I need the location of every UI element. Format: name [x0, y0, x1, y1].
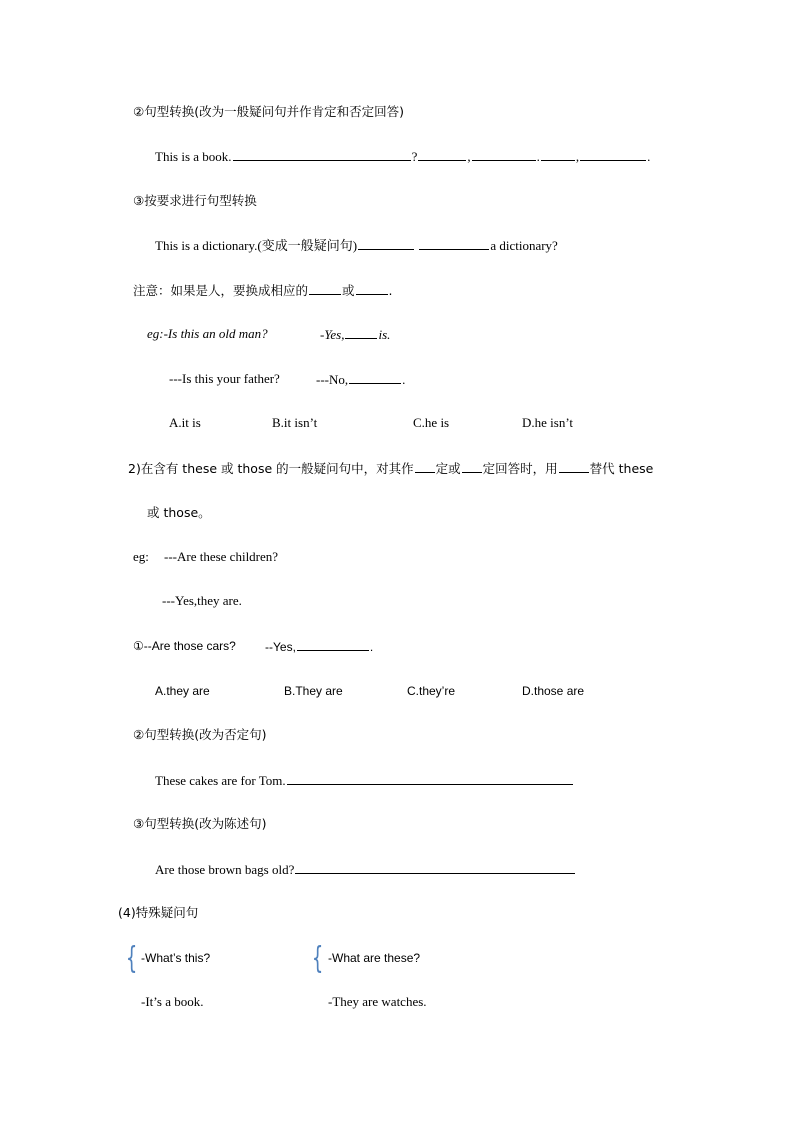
example-answer: ---No, .: [316, 372, 406, 387]
example-label: eg:: [133, 549, 149, 564]
question-answer: --Yes, .: [265, 640, 374, 654]
exercise-title: ②句型转换(改为否定句): [133, 727, 267, 742]
answer-blank[interactable]: [297, 638, 369, 651]
exercise-line: This is a book. ? , . , .: [155, 149, 651, 164]
answer-blank[interactable]: [349, 371, 401, 384]
sentence-text: This is a dictionary.(变成一般疑问句): [155, 238, 358, 253]
answer-blank[interactable]: [287, 772, 573, 785]
answer-blank[interactable]: [233, 148, 411, 161]
answer-blank[interactable]: [419, 237, 489, 250]
example-question: ---Are these children?: [164, 549, 279, 564]
example-answer: -Yes, is.: [320, 327, 391, 342]
answer-blank[interactable]: [356, 282, 388, 295]
option-c[interactable]: C.he is: [413, 415, 450, 430]
section-title: (4)特殊疑问句: [118, 905, 199, 920]
option-b[interactable]: B.it isn’t: [272, 415, 318, 430]
answer-blank[interactable]: [472, 148, 536, 161]
pair-question: -What’s this?: [141, 951, 211, 965]
brace-icon: {: [125, 941, 138, 976]
option-d[interactable]: D.he isn’t: [522, 415, 574, 430]
rule-line-continued: 或 those。: [147, 505, 211, 520]
rule-line: 2)在含有 these 或 those 的一般疑问句中，对其作 定或 定回答时，用 替代 these: [128, 461, 654, 476]
answer-blank[interactable]: [541, 148, 575, 161]
exercise-title-text: ②句型转换(改为一般疑问句并作肯定和否定回答): [133, 104, 404, 119]
pair-answer: -It’s a book.: [141, 994, 204, 1009]
answer-blank[interactable]: [309, 282, 341, 295]
pair-answer: -They are watches.: [328, 994, 427, 1009]
answer-blank[interactable]: [559, 460, 589, 473]
answer-blank[interactable]: [295, 861, 575, 874]
option-a[interactable]: A.it is: [169, 415, 201, 430]
example-question: eg:-Is this an old man?: [147, 326, 268, 341]
example-question: ---Is this your father?: [169, 371, 280, 386]
exercise-title: ③句型转换(改为陈述句): [133, 816, 267, 831]
answer-blank[interactable]: [415, 460, 435, 473]
exercise-title: [133, 193, 257, 209]
exercise-title: [133, 104, 404, 120]
answer-blank[interactable]: [358, 237, 414, 250]
answer-blank[interactable]: [345, 326, 377, 339]
brace-icon: {: [311, 941, 324, 976]
pair-question: -What are these?: [328, 951, 421, 965]
exercise-line: This is a dictionary.(变成一般疑问句) a dictionary?: [155, 238, 558, 253]
exercise-line: These cakes are for Tom.: [155, 772, 574, 789]
sentence-text: This is a book.: [155, 149, 232, 164]
option-c[interactable]: C.they’re: [407, 684, 456, 698]
option-b[interactable]: B.They are: [284, 684, 343, 698]
exercise-title-text: ③按要求进行句型转换: [133, 193, 257, 208]
exercise-line: Are those brown bags old?: [155, 861, 576, 878]
answer-blank[interactable]: [462, 460, 482, 473]
answer-blank[interactable]: [418, 148, 466, 161]
answer-blank[interactable]: [580, 148, 646, 161]
example-answer: ---Yes,they are.: [162, 593, 242, 608]
option-d[interactable]: D.those are: [522, 684, 585, 698]
note-line: 注意：如果是人，要换成相应的 或 .: [133, 283, 393, 298]
option-a[interactable]: A.they are: [155, 684, 210, 698]
question-line: ①--Are those cars?: [133, 639, 236, 653]
